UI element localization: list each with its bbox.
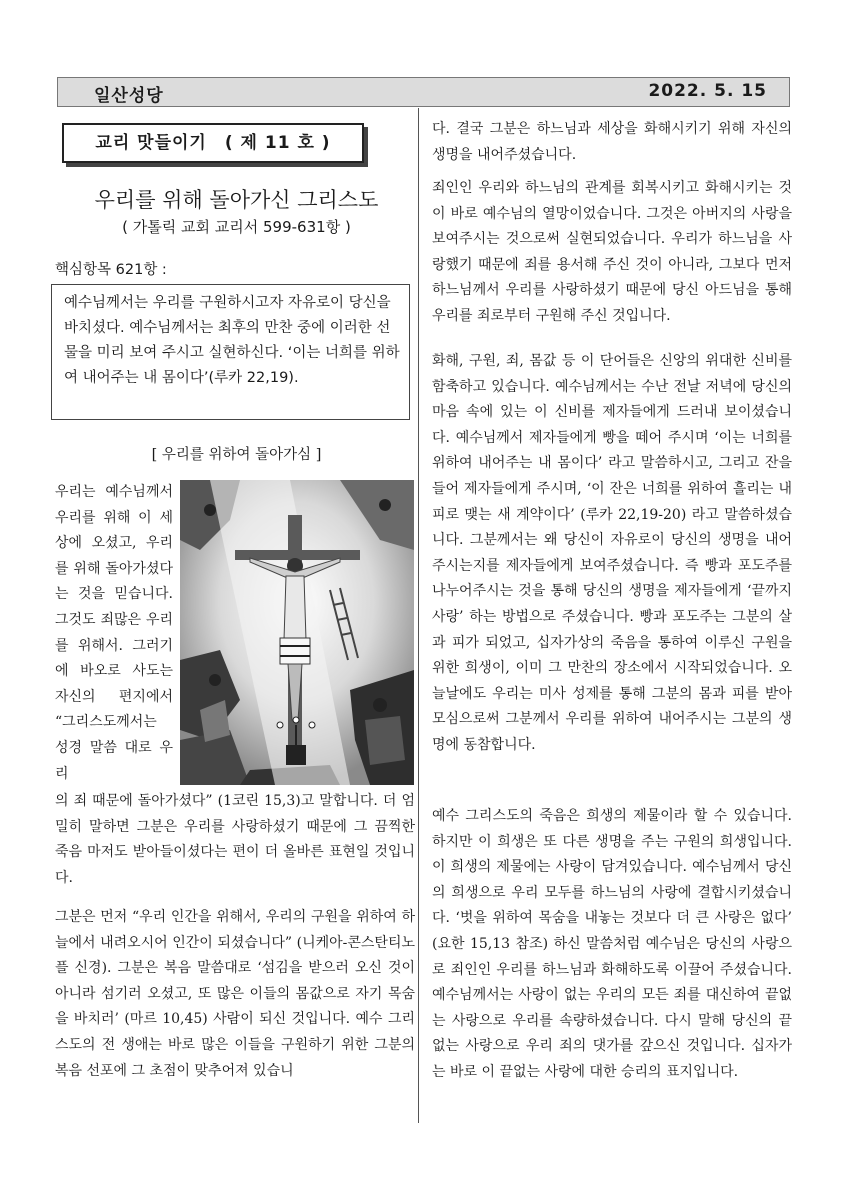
core-quote-box: 예수님께서는 우리를 구원하시고자 자유로이 당신을 바치셨다. 예수님께서는 최후의 만찬 중에 이러한 선물을 미리 보여 주시고 실현하신다. ‘이는 너희를 위하여 내어주는 내 몸이다’(루카 22,19).	[51, 284, 410, 420]
left-paragraph-continued: 의 죄 때문에 돌아가셨다” (1코린 15,3)고 말합니다. 더 엄밀히 말하면 그분은 우리를 사랑하셨기 때문에 그 끔찍한 죽음 마저도 받아들이셨다는 편이 더 올바른 표현일 것입니다.	[55, 793, 415, 886]
parish-name: 일산성당	[94, 86, 164, 106]
right-paragraph-2: 죄인인 우리와 하느님의 관계를 회복시키고 화해시키는 것이 바로 예수님의 열망이었습니다. 그것은 아버지의 사랑을 보여주시는 것으로써 실현되었습니다. 우리가 하느님을 사랑했기 때문에 죄를 용서해 주신 것이 아니라, 그보다 먼저 하느님께서 우리를 사랑하셨기 때문에 당신 아드님을 통해 우리를 죄로부터 구원해 주신 것입니다.	[432, 180, 792, 324]
left-narrow-paragraph: 우리는 예수님께서 우리를 위해 이 세상에 오셨고, 우리를 위해 돌아가셨다는 것을 믿습니다. 그것도 죄많은 우리를 위해서. 그러기에 바오로 사도는 자신의 편지에서 “그리스도께서는 성경 말씀 대로 우리	[55, 484, 173, 782]
right-paragraph-1: 다. 결국 그분은 하느님과 세상을 화해시키기 위해 자신의 생명을 내어주셨습니다.	[432, 121, 792, 163]
main-title: 우리를 위해 돌아가신 그리스도	[94, 188, 379, 212]
series-title-box: 교리 맛들이기 ( 제 11 호 )	[62, 123, 364, 163]
sub-title: ( 가톨릭 교회 교리서 599-631항 )	[122, 218, 351, 236]
core-item-label: 핵심항목 621항 :	[55, 262, 167, 278]
left-paragraph-2: 그분은 먼저 “우리 인간을 위해서, 우리의 구원을 위하여 하늘에서 내려오시어 인간이 되셨습니다” (니케아-콘스탄티노플 신경). 그분은 복음 말씀대로 ‘섬김을 받으러 오신 것이 아니라 섬기러 오셨고, 또 많은 이들의 몸값으로 자기 목숨을 바치러’ (마르 10,45) 사람이 되신 것입니다. 예수 그리스도의 전 생애는 바로 많은 이들을 구원하기 위한 그분의 복음 선포에 그 초점이 맞추어져 있습니	[55, 909, 415, 1079]
header-band	[57, 77, 790, 107]
bulletin-date: 2022. 5. 15	[648, 81, 767, 101]
section-heading: [ 우리를 위하여 돌아가심 ]	[151, 447, 322, 463]
right-paragraph-3: 화해, 구원, 죄, 몸값 등 이 단어들은 신앙의 위대한 신비를 함축하고 있습니다. 예수님께서는 수난 전날 저녁에 당신의 마음 속에 있는 이 신비를 제자들에게 드러내 보이셨습니다. 예수님께서 제자들에게 빵을 떼어 주시며 ‘이는 너희를 위하여 내어주는 내 몸이다’ 라고 말씀하시고, 그리고 잔을 들어 제자들에게 주시며, ‘이 잔은 너희를 위하여 흘리는 내 피로 맺는 새 계약이다’ (루카 22,19-20) 라고 말씀하셨습니다. 그분께서는 왜 당신이 자유로이 당신의 생명을 내어 주시는지를 제자들에게 보여주셨습니다. 즉 빵과 포도주를 나누어주시는 것을 통해 당신의 생명을 제자들에게 ‘끝까지 사랑’ 하는 방법으로 주셨습니다. 빵과 포도주는 그분의 살과 피가 되었고, 십자가상의 죽음을 통하여 이루신 구원을 위한 희생이, 이미 그 만찬의 장소에서 시작되었습니다. 오늘날에도 우리는 미사 성제를 통해 그분의 몸과 피를 받아모심으로써 그분께서 우리를 위하여 내어주시는 그분의 생명에 동참합니다.	[432, 353, 792, 753]
column-divider	[418, 108, 419, 1123]
crucifixion-painting	[180, 480, 414, 785]
right-paragraph-4: 예수 그리스도의 죽음은 희생의 제물이라 할 수 있습니다. 하지만 이 희생은 또 다른 생명을 주는 구원의 희생입니다. 이 희생의 제물에는 사랑이 담겨있습니다. 예수님께서 당신의 희생으로 우리 모두를 하느님의 사랑에 결합시키셨습니다. ‘벗을 위하여 목숨을 내놓는 것보다 더 큰 사랑은 없다’ (요한 15,13 참조) 하신 말씀처럼 예수님은 당신의 사랑으로 죄인인 우리를 하느님과 화해하도록 이끌어 주셨습니다. 예수님께서는 사랑이 없는 우리의 모든 죄를 대신하여 끝없는 사랑으로 우리를 속량하셨습니다. 다시 말해 당신의 끝없는 사랑으로 우리 죄의 댓가를 갚으신 것입니다. 십자가는 바로 이 끝없는 사랑에 대한 승리의 표지입니다.	[432, 808, 792, 1080]
